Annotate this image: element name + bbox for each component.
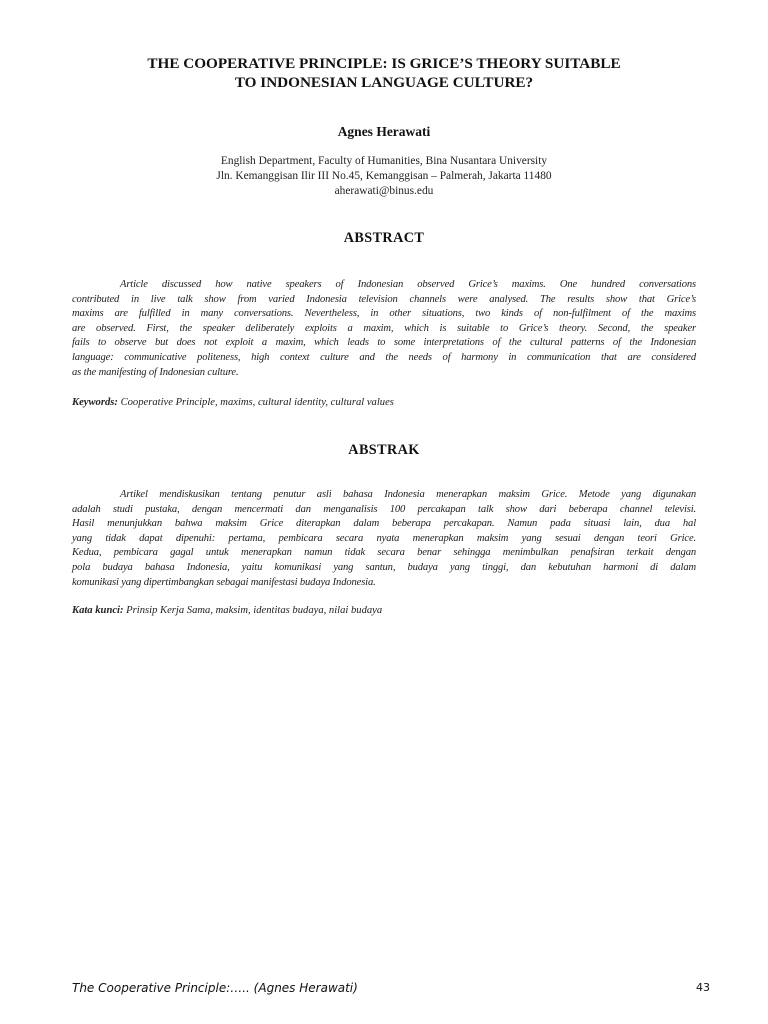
abstrak-line: komunikasi yang dipertimbangkan sebagai manifestasi budaya Indonesia. [72,576,376,588]
keywords-list: Cooperative Principle, maxims, cultural identity, cultural values [120,397,394,408]
paper-title [72,54,696,92]
abstract-line: are observed. First, the speaker deliberately exploits a maxim, which is suitable to Grice’s theory. Second, the speaker [72,322,696,334]
affiliation-address: Jln. Kemanggisan Ilir III No.45, Kemanggisan – Palmerah, Jakarta 11480 [216,170,552,182]
affiliation-department: English Department, Faculty of Humanities, Bina Nusantara University [220,155,548,167]
abstrak-line: Hasil menunjukkan bahwa maksim Grice diterapkan dalam beberapa percakapan. Namun pada situasi lain, dua hal [72,518,696,530]
abstract-line: Article discussed how native speakers of Indonesian observed Grice’s maxims. One hundred conversations [120,279,696,290]
abstrak-body [72,488,696,590]
abstrak-line: pola budaya bahasa Indonesia, yaitu komunikasi yang santun, budaya yang tinggi, dan kebutuhan harmoni di dalam [72,561,696,573]
abstract-line: as the manifesting of Indonesian culture. [72,366,239,378]
paper-title-line: TO INDONESIAN LANGUAGE CULTURE? [234,74,534,91]
abstract-line: fails to observe but does not exploit a maxim, which leads to some interpretations of the cultural patterns of the Indonesian [72,337,696,349]
paper-title-line: THE COOPERATIVE PRINCIPLE: IS GRICE’S THEORY SUITABLE [147,55,621,72]
kata-kunci-list: Prinsip Kerja Sama, maksim, identitas budaya, nilai budaya [126,605,383,616]
page-number: 43 [696,981,710,994]
author-affiliation [72,154,696,199]
abstrak-heading: ABSTRAK [348,442,420,458]
running-footer-title: The Cooperative Principle:….. (Agnes Herawati) [72,981,358,995]
abstract-body [72,278,696,380]
keywords [72,396,696,410]
abstrak-line: Kedua, pembicara gagal untuk menerapkan namun tidak secara benar sehingga menimbulkan penafsiran terkait dengan [72,547,696,559]
abstract-line: maxims are fulfilled in many conversations. Nevertheless, in other situations, two kinds of non-fulfilment of the maxims [72,308,696,320]
abstract-line: language: communicative politeness, high context culture and the needs of harmony in communication that are considered [72,351,696,363]
abstrak-line: yang tidak dapat dipenuhi: pertama, pembicara secara nyata menerapkan maksim yang sesuai dengan teori Grice. [72,532,696,544]
abstract-heading: ABSTRACT [343,230,425,246]
author-email: aherawati@binus.edu [334,185,434,197]
author-name: Agnes Herawati [337,124,431,139]
abstract-line: contributed in live talk show from varied Indonesia television channels were analysed. The results show that Grice’s [72,293,696,305]
kata-kunci [72,604,696,618]
abstrak-line: Artikel mendiskusikan tentang penutur asli bahasa Indonesia menerapkan maksim Grice. Metode yang digunakan [120,489,696,500]
abstrak-line: adalah studi pustaka, dengan mencermati dan menganalisis 100 percakapan talk show dari beberapa channel televisi. [72,503,696,515]
keywords-label: Keywords: [72,397,118,408]
kata-kunci-label: Kata kunci: [72,605,124,616]
